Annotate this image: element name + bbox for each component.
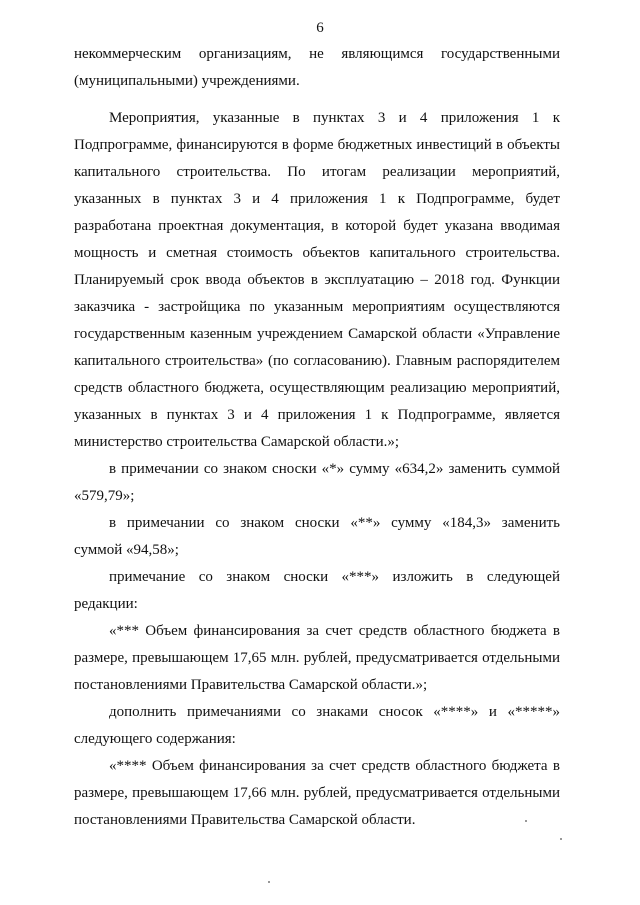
- text-line: министерство строительства Самарской области.»;: [74, 434, 400, 450]
- text-line: постановлениями Правительства Самарской области.»;: [74, 677, 428, 693]
- paragraph: [74, 510, 560, 564]
- text-line: суммой «94,58»;: [74, 542, 179, 558]
- text-line: заказчика - застройщика по указанным мероприятиям осуществляются: [74, 299, 560, 315]
- page-number: 6: [316, 20, 324, 36]
- text-line: Планируемый срок ввода объектов в эксплуатацию – 2018 год. Функции: [74, 272, 560, 288]
- document-body: [74, 41, 560, 834]
- text-line: капитального строительства» (по согласованию). Главным распорядителем: [74, 353, 560, 369]
- text-line: размере, превышающем 17,66 млн. рублей, предусматривается отдельными: [74, 785, 560, 801]
- text-line: (муниципальными) учреждениями.: [74, 73, 300, 89]
- text-line: государственным казенным учреждением Самарской области «Управление: [74, 326, 560, 342]
- scan-speck: [525, 820, 527, 822]
- text-line: редакции:: [74, 596, 138, 612]
- paragraph: [74, 753, 560, 834]
- text-line: разработана проектная документация, в которой будет указана вводимая: [74, 218, 560, 234]
- text-line: в примечании со знаком сноски «**» сумму «184,3» заменить: [109, 515, 560, 531]
- text-line: постановлениями Правительства Самарской области.: [74, 812, 416, 828]
- paragraph: [74, 41, 560, 95]
- text-line: «*** Объем финансирования за счет средств областного бюджета в: [109, 623, 560, 639]
- text-line: указанных в пунктах 3 и 4 приложения 1 к Подпрограмме, является: [74, 407, 560, 423]
- text-line: средств областного бюджета, осуществляющим реализацию мероприятий,: [74, 380, 560, 396]
- text-line: мощность и сметная стоимость объектов капитального строительства.: [74, 245, 560, 261]
- paragraph: [74, 105, 560, 456]
- paragraph: [74, 564, 560, 618]
- paragraph: [74, 456, 560, 510]
- text-line: «579,79»;: [74, 488, 135, 504]
- paragraph: [74, 618, 560, 699]
- text-line: в примечании со знаком сноски «*» сумму «634,2» заменить суммой: [109, 461, 560, 477]
- text-line: дополнить примечаниями со знаками сносок «****» и «*****»: [109, 704, 560, 720]
- text-line: капитального строительства. По итогам реализации мероприятий,: [74, 164, 560, 180]
- scan-speck: [268, 881, 270, 883]
- text-line: Мероприятия, указанные в пунктах 3 и 4 приложения 1 к: [109, 110, 560, 126]
- text-line: Подпрограмме, финансируются в форме бюджетных инвестиций в объекты: [74, 137, 560, 153]
- paragraph: [74, 699, 560, 753]
- text-line: следующего содержания:: [74, 731, 236, 747]
- text-line: размере, превышающем 17,65 млн. рублей, предусматривается отдельными: [74, 650, 560, 666]
- text-line: некоммерческим организациям, не являющимся государственными: [74, 46, 560, 62]
- text-line: указанных в пунктах 3 и 4 приложения 1 к Подпрограмме, будет: [74, 191, 560, 207]
- text-line: примечание со знаком сноски «***» изложить в следующей: [109, 569, 560, 585]
- scan-speck: [560, 838, 562, 840]
- text-line: «**** Объем финансирования за счет средств областного бюджета в: [109, 758, 560, 774]
